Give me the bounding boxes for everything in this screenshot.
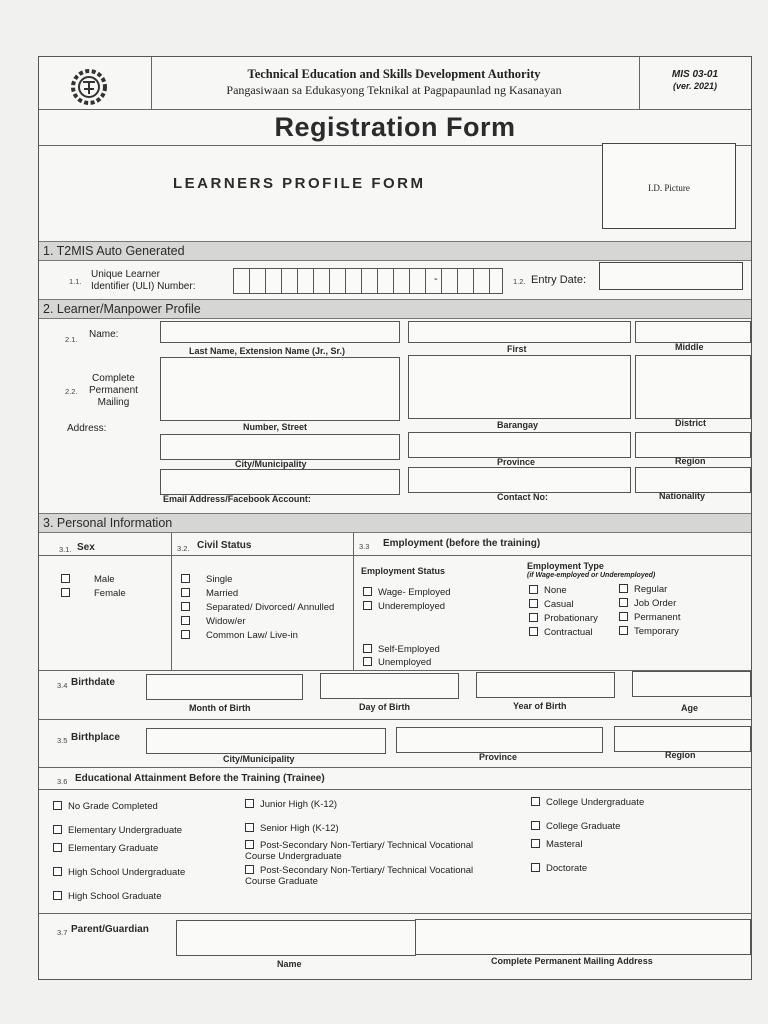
birth-month-field[interactable]: [146, 674, 303, 700]
contact-caption: Contact No:: [497, 492, 548, 502]
birth-year-caption: Year of Birth: [513, 701, 567, 711]
item-3-2-number: 3.2.: [177, 544, 190, 553]
birthplace-label: Birthplace: [71, 732, 120, 743]
edu-postsec-grad-option[interactable]: [245, 865, 505, 887]
emp-type-job-order-option[interactable]: [619, 597, 676, 611]
sex-label: Sex: [77, 542, 95, 553]
agency-name-tagalog: Pangasiwaan sa Edukasyong Teknikal at Pagpapaunlad ng Kasanayan: [226, 83, 562, 97]
sex-female-option[interactable]: [61, 587, 126, 601]
edu-senior-high-option[interactable]: [245, 822, 339, 836]
edu-elem-grad-option[interactable]: [53, 842, 158, 856]
item-3-5-number: 3.5: [57, 736, 68, 745]
civil-common-law-option[interactable]: [181, 629, 298, 643]
parent-address-field[interactable]: [415, 919, 751, 955]
education-label: Educational Attainment Before the Training (Trainee): [75, 773, 325, 784]
item-2-2-number: 2.2.: [65, 387, 78, 396]
emp-type-casual-option[interactable]: [529, 598, 574, 612]
edu-postsec-undergrad-label: Post-Secondary Non-Tertiary/ Technical Vocational Course Undergraduate: [245, 840, 474, 862]
emp-type-casual-label: Casual: [544, 599, 574, 610]
civil-separated-option[interactable]: [181, 601, 334, 615]
contact-field[interactable]: [408, 467, 631, 493]
edu-postsec-grad-label: Post-Secondary Non-Tertiary/ Technical Vocational Course Graduate: [245, 865, 474, 887]
edu-elem-undergrad-label: Elementary Undergraduate: [68, 825, 183, 836]
edu-hs-grad-label: High School Graduate: [68, 891, 162, 902]
emp-wage-employed-option[interactable]: [363, 586, 451, 600]
name-label: Name:: [89, 329, 119, 340]
form-code: MIS 03-01: [671, 69, 719, 80]
section-3-header: 3. Personal Information: [39, 513, 751, 533]
edu-no-grade-option[interactable]: [53, 800, 158, 814]
email-caption: Email Address/Facebook Account:: [163, 494, 311, 504]
emp-type-probationary-label: Probationary: [544, 613, 598, 624]
civil-single-option[interactable]: [181, 573, 232, 587]
birthdate-label: Birthdate: [71, 677, 115, 688]
city-field[interactable]: [160, 434, 400, 460]
uli-number-field[interactable]: [233, 268, 503, 294]
last-name-caption: Last Name, Extension Name (Jr., Sr.): [189, 346, 346, 356]
uli-label-line1: Unique Learner: [91, 269, 160, 280]
birthplace-city-field[interactable]: [146, 728, 386, 754]
emp-unemployed-option[interactable]: [363, 656, 431, 670]
civil-married-label: Married: [206, 588, 239, 599]
civil-widow-label: Widow/er: [206, 616, 246, 627]
section-1-header: 1. T2MIS Auto Generated: [39, 241, 751, 261]
edu-doctorate-option[interactable]: [531, 862, 587, 876]
street-field[interactable]: [160, 357, 400, 421]
edu-masteral-label: Masteral: [546, 839, 583, 850]
edu-college-undergrad-option[interactable]: [531, 796, 644, 810]
age-field[interactable]: [632, 671, 751, 697]
last-name-field[interactable]: [160, 321, 400, 343]
sex-male-option[interactable]: [61, 573, 115, 587]
employment-type-label: Employment Type: [527, 561, 604, 571]
item-1-1-number: 1.1.: [69, 277, 82, 286]
emp-unemployed-label: Unemployed: [378, 657, 432, 668]
employment-label: Employment (before the training): [383, 538, 541, 549]
edu-senior-high-label: Senior High (K-12): [260, 823, 339, 834]
barangay-caption: Barangay: [497, 420, 539, 430]
uli-dash: -: [434, 273, 438, 285]
address-label-line2: Permanent: [89, 385, 138, 396]
region-caption: Region: [675, 456, 706, 466]
civil-separated-label: Separated/ Divorced/ Annulled: [206, 602, 335, 613]
emp-underemployed-option[interactable]: [363, 600, 445, 614]
civil-widow-option[interactable]: [181, 615, 246, 629]
registration-form-page: [38, 56, 752, 980]
street-caption: Number, Street: [243, 422, 308, 432]
birth-month-caption: Month of Birth: [189, 703, 251, 713]
region-field[interactable]: [635, 432, 751, 458]
sex-female-label: Female: [94, 588, 126, 599]
edu-doctorate-label: Doctorate: [546, 863, 588, 874]
nationality-field[interactable]: [635, 467, 751, 493]
edu-junior-high-label: Junior High (K-12): [260, 799, 338, 810]
sex-male-label: Male: [94, 574, 115, 585]
parent-guardian-label: Parent/Guardian: [71, 924, 149, 935]
district-caption: District: [675, 418, 707, 428]
barangay-field[interactable]: [408, 355, 631, 419]
emp-type-job-order-label: Job Order: [634, 598, 677, 609]
birthplace-region-field[interactable]: [614, 726, 751, 752]
city-caption: City/Municipality: [235, 459, 307, 469]
emp-type-temporary-option[interactable]: [619, 625, 679, 639]
emp-underemployed-label: Underemployed: [378, 601, 446, 612]
section-2-header: 2. Learner/Manpower Profile: [39, 299, 751, 319]
middle-name-field[interactable]: [635, 321, 751, 343]
province-field[interactable]: [408, 432, 631, 458]
item-3-4-number: 3.4: [57, 681, 68, 690]
emp-type-permanent-label: Permanent: [634, 612, 681, 623]
edu-postsec-undergrad-option[interactable]: [245, 840, 505, 862]
emp-type-temporary-label: Temporary: [634, 626, 679, 637]
birthplace-city-caption: City/Municipality: [223, 754, 295, 764]
emp-type-regular-label: Regular: [634, 584, 668, 595]
emp-type-permanent-option[interactable]: [619, 611, 680, 625]
edu-elem-undergrad-option[interactable]: [53, 824, 182, 838]
parent-name-field[interactable]: [176, 920, 416, 956]
item-3-7-number: 3.7: [57, 928, 68, 937]
birth-year-field[interactable]: [476, 672, 615, 698]
emp-wage-employed-label: Wage- Employed: [378, 587, 451, 598]
item-2-1-number: 2.1.: [65, 335, 78, 344]
entry-date-field[interactable]: [599, 262, 743, 290]
edu-college-grad-label: College Graduate: [546, 821, 621, 832]
employment-type-note: (if Wage-employed or Underemployed): [527, 572, 656, 579]
address-label: [89, 373, 138, 409]
edu-college-grad-option[interactable]: [531, 820, 620, 834]
parent-name-caption: Name: [277, 959, 302, 969]
civil-single-label: Single: [206, 574, 233, 585]
tesda-logo-icon: [67, 67, 111, 107]
district-field[interactable]: [635, 355, 751, 419]
birthplace-province-field[interactable]: [396, 727, 603, 753]
uli-label-line2: Identifier (ULI) Number:: [91, 281, 196, 292]
edu-no-grade-label: No Grade Completed: [68, 801, 158, 812]
employment-status-label: Employment Status: [361, 566, 446, 576]
edu-masteral-option[interactable]: [531, 838, 582, 852]
birth-day-field[interactable]: [320, 673, 459, 699]
item-3-3-number: 3.3: [359, 542, 370, 551]
emp-type-none-option[interactable]: [529, 584, 567, 598]
emp-self-employed-option[interactable]: [363, 643, 440, 657]
item-3-6-number: 3.6: [57, 777, 68, 786]
age-caption: Age: [681, 703, 699, 713]
edu-hs-grad-option[interactable]: [53, 890, 161, 904]
form-subtitle: LEARNERS PROFILE FORM: [173, 175, 426, 192]
edu-hs-undergrad-label: High School Undergraduate: [68, 867, 186, 878]
first-name-field[interactable]: [408, 321, 631, 343]
first-name-caption: First: [507, 344, 527, 354]
civil-status-label: Civil Status: [197, 540, 252, 551]
emp-type-regular-option[interactable]: [619, 583, 667, 597]
emp-self-employed-label: Self-Employed: [378, 644, 440, 655]
item-3-1-number: 3.1.: [59, 545, 72, 554]
address-label-line3: Mailing: [97, 397, 130, 408]
item-1-2-number: 1.2.: [513, 277, 526, 286]
emp-type-none-label: None: [544, 585, 567, 596]
agency-name: Technical Education and Skills Development Authority: [247, 67, 541, 81]
entry-date-label: Entry Date:: [531, 274, 587, 286]
civil-married-option[interactable]: [181, 587, 238, 601]
edu-college-undergrad-label: College Undergraduate: [546, 797, 645, 808]
form-title: Registration Form: [274, 112, 516, 142]
email-field[interactable]: [160, 469, 400, 495]
birthplace-province-caption: Province: [479, 752, 518, 762]
civil-common-law-label: Common Law/ Live-in: [206, 630, 298, 641]
nationality-caption: Nationality: [659, 491, 706, 501]
edu-elem-grad-label: Elementary Graduate: [68, 843, 159, 854]
emp-type-contractual-label: Contractual: [544, 627, 593, 638]
address-label-line1: Complete: [92, 373, 135, 384]
province-caption: Province: [497, 457, 536, 467]
birth-day-caption: Day of Birth: [359, 702, 411, 712]
parent-address-caption: Complete Permanent Mailing Address: [491, 956, 653, 966]
id-picture-label: I.D. Picture: [648, 183, 690, 193]
uli-label: [91, 269, 195, 293]
address-label-line4: Address:: [67, 423, 107, 434]
emp-type-contractual-option[interactable]: [529, 626, 593, 640]
middle-name-caption: Middle: [675, 342, 704, 352]
form-version: (ver. 2021): [672, 81, 718, 91]
edu-junior-high-option[interactable]: [245, 798, 337, 812]
edu-hs-undergrad-option[interactable]: [53, 866, 185, 880]
birthplace-region-caption: Region: [665, 750, 696, 760]
emp-type-probationary-option[interactable]: [529, 612, 598, 626]
